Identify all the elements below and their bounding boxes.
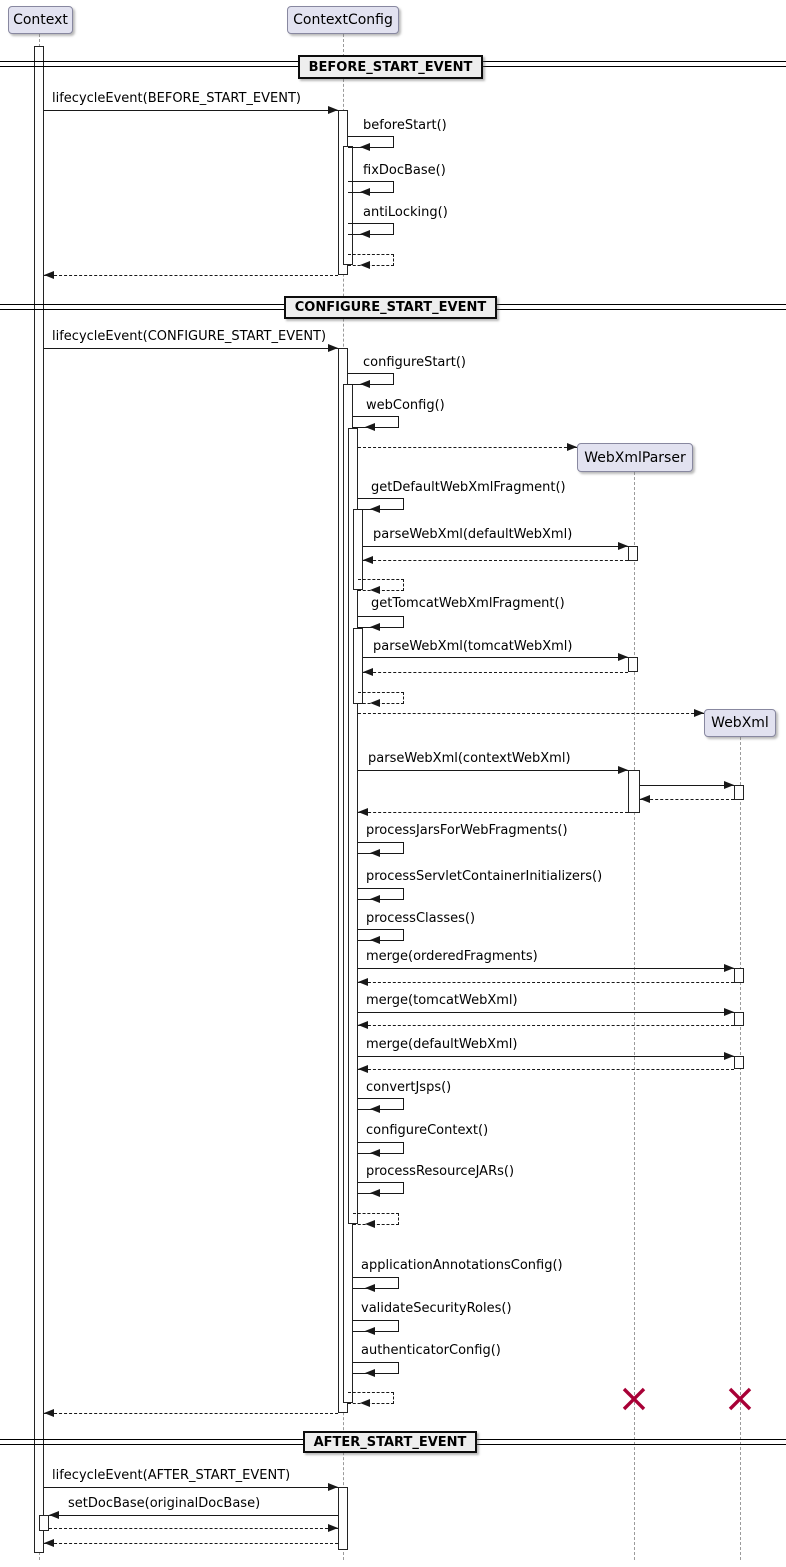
arrowhead-icon bbox=[365, 1369, 375, 1377]
arrowhead-icon bbox=[360, 261, 370, 269]
arrowhead-icon bbox=[360, 188, 370, 196]
return-arrow bbox=[358, 1025, 734, 1026]
arrowhead-icon bbox=[328, 1524, 338, 1532]
arrowhead-icon bbox=[358, 808, 368, 816]
message-label: merge(defaultWebXml) bbox=[366, 1037, 518, 1052]
message-label: processServletContainerInitializers() bbox=[366, 869, 603, 884]
message-label: beforeStart() bbox=[363, 118, 447, 133]
arrowhead-icon bbox=[363, 556, 373, 564]
self-message-arrow bbox=[358, 498, 404, 510]
arrowhead-icon bbox=[360, 380, 370, 388]
message-label: configureContext() bbox=[366, 1123, 489, 1138]
message-label: authenticatorConfig() bbox=[361, 1343, 501, 1358]
message-label: convertJsps() bbox=[366, 1080, 452, 1095]
activation-bar bbox=[734, 785, 744, 800]
activation-bar bbox=[343, 146, 353, 265]
self-message-arrow bbox=[358, 842, 404, 854]
message-label: getDefaultWebXmlFragment() bbox=[371, 480, 566, 495]
arrowhead-icon bbox=[328, 1483, 338, 1491]
message-arrow bbox=[44, 1487, 338, 1488]
message-label: setDocBase(originalDocBase) bbox=[68, 1496, 261, 1511]
return-arrow bbox=[358, 982, 734, 983]
message-arrow bbox=[358, 1056, 734, 1057]
arrowhead-icon bbox=[365, 1327, 375, 1335]
arrowhead-icon bbox=[370, 1105, 380, 1113]
arrowhead-icon bbox=[370, 1189, 380, 1197]
arrowhead-icon bbox=[370, 1149, 380, 1157]
message-label: fixDocBase() bbox=[363, 163, 446, 178]
message-label: processJarsForWebFragments() bbox=[366, 823, 568, 838]
message-arrow bbox=[358, 770, 628, 771]
return-arrow bbox=[44, 1543, 338, 1544]
message-label: merge(tomcatWebXml) bbox=[366, 993, 518, 1008]
message-arrow bbox=[358, 1012, 734, 1013]
participant-context: Context bbox=[8, 6, 73, 34]
message-arrow bbox=[363, 657, 628, 658]
activation-bar bbox=[628, 770, 640, 813]
arrowhead-icon bbox=[370, 505, 380, 513]
arrowhead-icon bbox=[44, 1409, 54, 1417]
return-arrow bbox=[363, 560, 628, 561]
self-message-arrow bbox=[353, 1277, 399, 1289]
divider-label: BEFORE_START_EVENT bbox=[298, 55, 483, 79]
return-arrow bbox=[640, 799, 734, 800]
create-message-arrow bbox=[358, 713, 704, 714]
activation-bar bbox=[734, 1012, 744, 1026]
arrowhead-icon bbox=[640, 795, 650, 803]
arrowhead-icon bbox=[618, 542, 628, 550]
return-arrow bbox=[363, 672, 628, 673]
arrowhead-icon bbox=[358, 978, 368, 986]
self-return-arrow bbox=[353, 1213, 399, 1225]
message-arrow bbox=[358, 968, 734, 969]
arrowhead-icon bbox=[370, 623, 380, 631]
activation-bar bbox=[353, 509, 363, 590]
arrowhead-icon bbox=[567, 443, 577, 451]
divider-label: CONFIGURE_START_EVENT bbox=[284, 296, 497, 319]
activation-bar bbox=[628, 546, 638, 561]
message-label: processClasses() bbox=[366, 911, 476, 926]
participant-contextconfig: ContextConfig bbox=[287, 6, 399, 34]
message-label: antiLocking() bbox=[363, 205, 448, 220]
self-message-arrow bbox=[348, 136, 394, 148]
self-return-arrow bbox=[358, 579, 404, 591]
return-arrow bbox=[44, 275, 338, 276]
arrowhead-icon bbox=[360, 143, 370, 151]
return-arrow bbox=[44, 1413, 338, 1414]
arrowhead-icon bbox=[370, 849, 380, 857]
self-message-arrow bbox=[358, 1182, 404, 1194]
arrowhead-icon bbox=[724, 1052, 734, 1060]
participant-webxmlparser: WebXmlParser bbox=[577, 443, 693, 472]
lifeline-webxml bbox=[740, 737, 741, 1560]
arrowhead-icon bbox=[724, 964, 734, 972]
activation-bar bbox=[338, 1487, 348, 1550]
self-message-arrow bbox=[353, 1362, 399, 1374]
self-message-arrow bbox=[358, 888, 404, 900]
self-return-arrow bbox=[348, 1392, 394, 1404]
activation-bar bbox=[34, 46, 44, 1553]
self-message-arrow bbox=[353, 1320, 399, 1332]
message-label: validateSecurityRoles() bbox=[361, 1301, 512, 1316]
activation-bar bbox=[39, 1515, 49, 1531]
create-message-arrow bbox=[358, 447, 577, 448]
message-label: lifecycleEvent(AFTER_START_EVENT) bbox=[52, 1468, 291, 1483]
message-label: applicationAnnotationsConfig() bbox=[361, 1258, 563, 1273]
arrowhead-icon bbox=[328, 344, 338, 352]
arrowhead-icon bbox=[363, 668, 373, 676]
message-label: parseWebXml(tomcatWebXml) bbox=[373, 639, 573, 654]
self-message-arrow bbox=[348, 223, 394, 235]
arrowhead-icon bbox=[724, 781, 734, 789]
arrowhead-icon bbox=[365, 1284, 375, 1292]
participant-webxml: WebXml bbox=[704, 709, 776, 737]
self-return-arrow bbox=[348, 254, 394, 266]
message-label: processResourceJARs() bbox=[366, 1164, 515, 1179]
arrowhead-icon bbox=[358, 1021, 368, 1029]
message-label: lifecycleEvent(BEFORE_START_EVENT) bbox=[52, 91, 301, 106]
message-label: parseWebXml(defaultWebXml) bbox=[373, 527, 573, 542]
message-label: webConfig() bbox=[366, 398, 445, 413]
return-arrow bbox=[358, 812, 628, 813]
arrowhead-icon bbox=[44, 1539, 54, 1547]
destroy-x-icon bbox=[621, 1386, 647, 1412]
message-arrow bbox=[44, 110, 338, 111]
self-message-arrow bbox=[358, 929, 404, 941]
message-label: configureStart() bbox=[363, 355, 466, 370]
destroy-x-icon bbox=[727, 1386, 753, 1412]
return-arrow bbox=[358, 1069, 734, 1070]
message-arrow bbox=[640, 785, 734, 786]
message-label: merge(orderedFragments) bbox=[366, 949, 538, 964]
message-arrow bbox=[363, 546, 628, 547]
arrowhead-icon bbox=[618, 653, 628, 661]
message-label: lifecycleEvent(CONFIGURE_START_EVENT) bbox=[52, 329, 327, 344]
arrowhead-icon bbox=[44, 271, 54, 279]
arrowhead-icon bbox=[370, 586, 380, 594]
arrowhead-icon bbox=[360, 230, 370, 238]
activation-bar bbox=[734, 968, 744, 983]
message-arrow bbox=[49, 1515, 338, 1516]
self-message-arrow bbox=[348, 373, 394, 385]
arrowhead-icon bbox=[618, 766, 628, 774]
message-arrow bbox=[44, 348, 338, 349]
arrowhead-icon bbox=[694, 709, 704, 717]
activation-bar bbox=[734, 1056, 744, 1069]
self-message-arrow bbox=[358, 1098, 404, 1110]
divider-label: AFTER_START_EVENT bbox=[303, 1431, 477, 1453]
self-message-arrow bbox=[348, 181, 394, 193]
arrowhead-icon bbox=[370, 936, 380, 944]
arrowhead-icon bbox=[49, 1511, 59, 1519]
arrowhead-icon bbox=[360, 1399, 370, 1407]
self-message-arrow bbox=[358, 616, 404, 628]
self-return-arrow bbox=[358, 692, 404, 704]
activation-bar bbox=[628, 657, 638, 672]
arrowhead-icon bbox=[724, 1008, 734, 1016]
self-message-arrow bbox=[353, 416, 399, 428]
message-label: parseWebXml(contextWebXml) bbox=[368, 751, 571, 766]
arrowhead-icon bbox=[365, 423, 375, 431]
return-arrow bbox=[49, 1528, 338, 1529]
self-message-arrow bbox=[358, 1142, 404, 1154]
arrowhead-icon bbox=[370, 895, 380, 903]
message-label: getTomcatWebXmlFragment() bbox=[371, 596, 565, 611]
arrowhead-icon bbox=[358, 1065, 368, 1073]
arrowhead-icon bbox=[365, 1220, 375, 1228]
arrowhead-icon bbox=[370, 699, 380, 707]
arrowhead-icon bbox=[328, 106, 338, 114]
